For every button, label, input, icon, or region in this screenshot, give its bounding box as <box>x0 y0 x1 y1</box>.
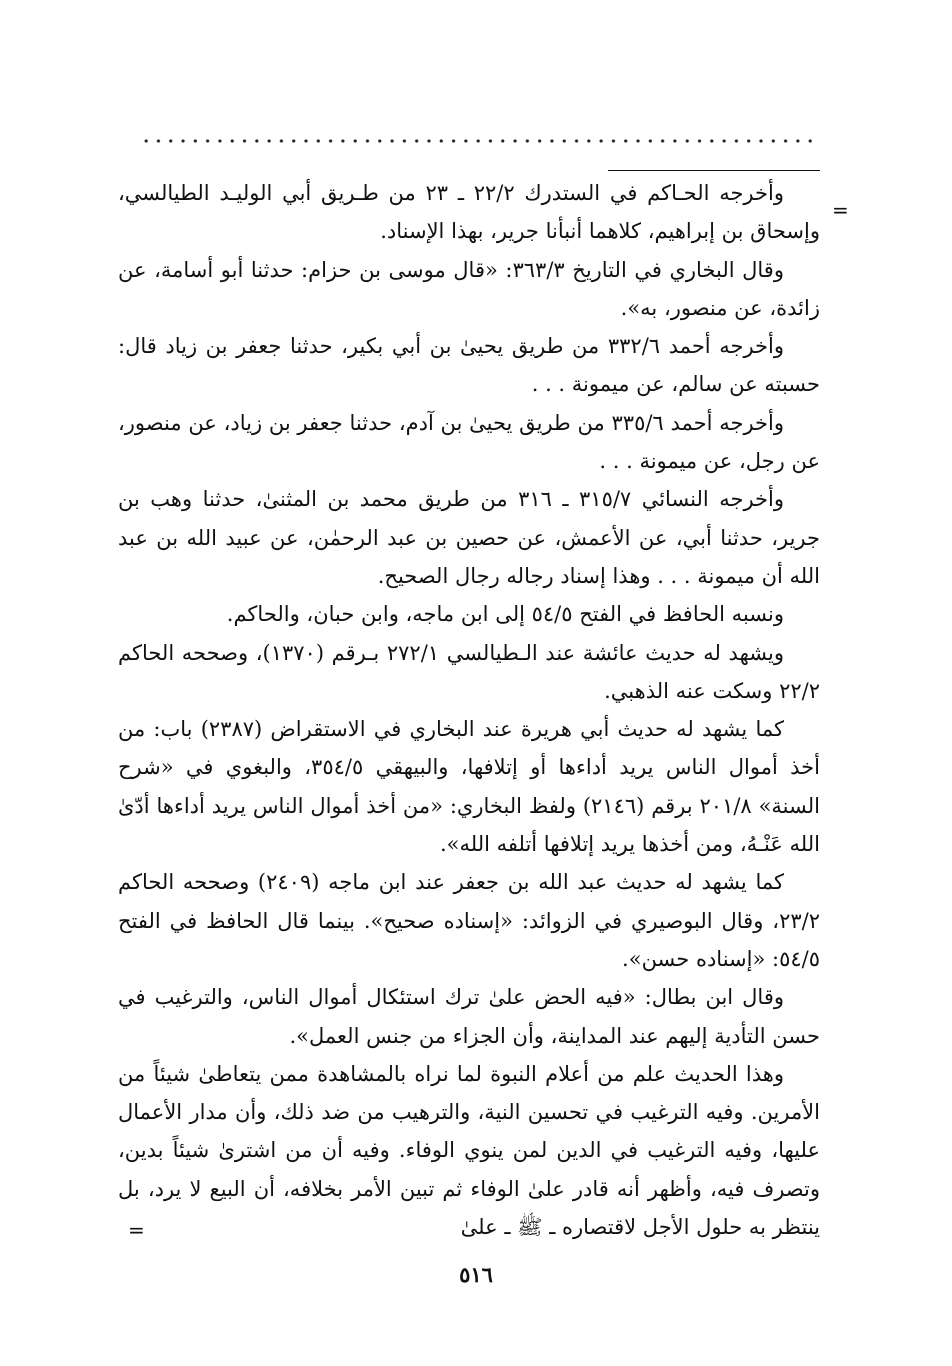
page-number: ٥١٦ <box>459 1262 493 1287</box>
footnote-text-block <box>118 174 820 1246</box>
footnote-continuation-marker-bottom: = <box>128 1218 145 1242</box>
paragraph: وقال ابن بطال: «فيه الحض علىٰ ترك استئكال أموال الناس، والترغيب في حسن التأدية إليهم عند المداينة، وأن الجزاء من جنس العمل». <box>118 985 820 1048</box>
paragraph: وهذا الحديث علم من أعلام النبوة لما نراه بالمشاهدة ممن يتعاطىٰ شيئاً من الأمرين. وفيه الترغيب في تحسين النية، والترهيب من ضد ذلك، وأن مدار الأعمال عليها، وفيه الترغيب في الدين لمن ينوي الوفاء. وفيه أن من اشترىٰ شيئاً بدين، وتصرف فيه، وأظهر أنه قادر علىٰ الوفاء ثم تبين الأمر بخلافه، أن البيع لا يرد، بل ينتظر به حلول الأجل لاقتصاره ـ ﷺ ـ علىٰ <box>118 1061 820 1240</box>
header-dotted-separator <box>140 138 820 144</box>
paragraph: كما يشهد له حديث عبد الله بن جعفر عند ابن ماجه (٢٤٠٩) وصححه الحاكم ٢٣/٢، وقال البوصيري في الزوائد: «إسناده صحيح». بينما قال الحافظ في الفتح ٥٤/٥: «إسناده حسن». <box>118 870 820 971</box>
footnote-rule <box>608 170 820 171</box>
paragraph: وأخرجه أحمد ٣٣٥/٦ من طريق يحيىٰ بن آدم، حدثنا جعفر بن زياد، عن منصور، عن رجل، عن ميمونة . . . <box>118 410 820 474</box>
paragraph: ويشهد له حديث عائشة عند الـطيالسي ٢٧٢/١ بـرقم (١٣٧٠)، وصححه الحاكم ٢٢/٢ وسكت عنه الذهبي. <box>118 640 820 703</box>
paragraph: وقال البخاري في التاريخ ٣٦٣/٣: «قال موسى بن حزام: حدثنا أبو أسامة، عن زائدة، عن منصور، به». <box>118 257 820 320</box>
footnote-continuation-marker-top: = <box>832 198 849 222</box>
paragraph: وأخرجه الحـاكم في الستدرك ٢٢/٢ ـ ٢٣ من طـريق أبي الوليـد الطيالسي، وإسحاق بن إبراهيم، كلاهما أنبأنا جرير، بهذا الإسناد. <box>118 181 820 244</box>
paragraph: كما يشهد له حديث أبي هريرة عند البخاري في الاستقراض (٢٣٨٧) باب: من أخذ أموال الناس يريد أداءها أو إتلافها، والبيهقي ٣٥٤/٥، والبغوي في «شرح السنة» ٢٠١/٨ برقم (٢١٤٦) ولفظ البخاري: «من أخذ أموال الناس يريد أداءها أدّىٰ الله عَنْـهُ، ومن أخذها يريد إتلافها أتلفه الله». <box>118 717 821 857</box>
paragraph: ونسبه الحافظ في الفتح ٥٤/٥ إلى ابن ماجه، وابن حبان، والحاكم. <box>226 602 784 627</box>
paragraph: وأخرجه النسائي ٣١٥/٧ ـ ٣١٦ من طريق محمد بن المثنىٰ، حدثنا وهب بن جرير، حدثنا أبي، عن الأعمش، عن حصين بن عبد الرحمٰن، عن عبيد الله بن عبد الله أن ميمونة . . . وهذا إسناد رجاله رجال الصحيح. <box>118 487 820 588</box>
paragraph: وأخرجه أحمد ٣٣٢/٦ من طريق يحيىٰ بن أبي بكير، حدثنا جعفر بن زياد قال: حسبته عن سالم، عن ميمونة . . . <box>118 334 820 397</box>
